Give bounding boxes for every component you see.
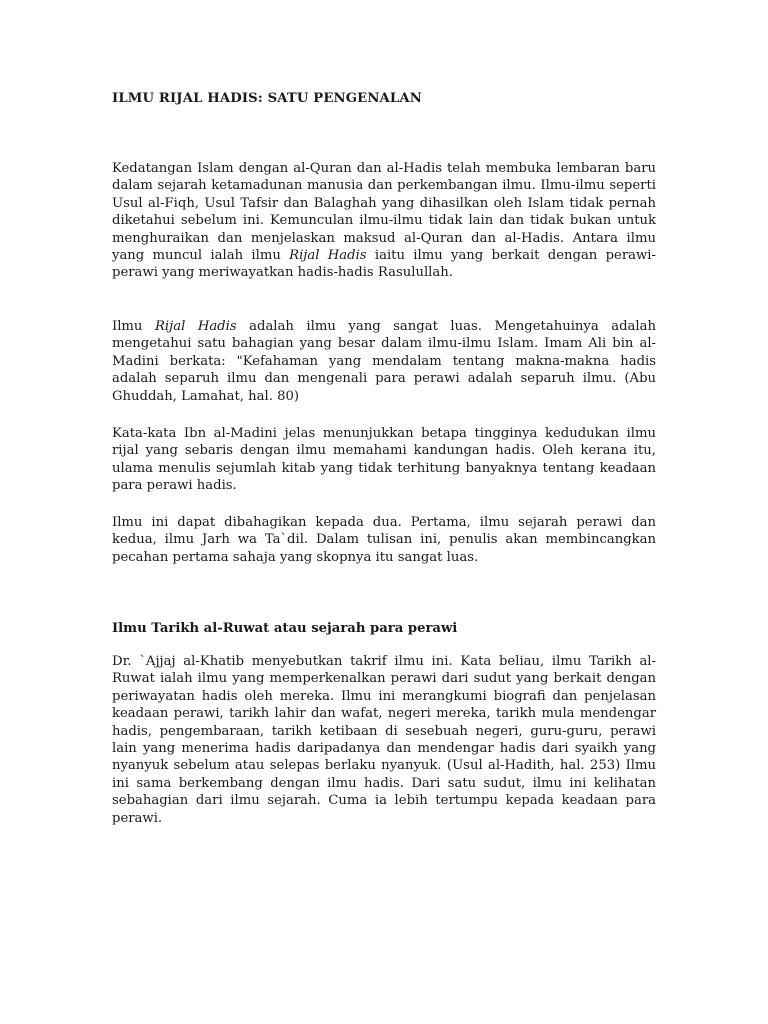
paragraph-introduction — [112, 160, 656, 282]
paragraph-rijal-hadis — [112, 318, 656, 405]
paragraph-ibn-al-madini: Kata-kata Ibn al-Madini jelas menunjukkan betapa tingginya kedudukan ilmu rijal yang sebaris dengan ilmu memahami kandungan hadis. Oleh kerana itu, ulama menulis sejumlah kitab yang tidak terhitung banyaknya tentang keadaan para perawi hadis. — [112, 426, 656, 494]
paragraph-text: Kedatangan Islam dengan al-Quran dan al-Hadis telah membuka lembaran baru dalam sejarah ketamadunan manusia dan perkembangan ilmu. Ilmu-ilmu seperti Usul al-Fiqh, Usul Tafsir dan Balaghah yang dihasilkan oleh Islam tidak pernah diketahui sebelum ini. Kemunculan ilmu-ilmu tidak lain dan tidak bukan untuk menghuraikan dan menjelaskan maksud al-Quran dan al-Hadis. Antara ilmu yang muncul ialah ilmu — [112, 161, 656, 264]
italic-term: Rijal Hadis — [289, 248, 367, 264]
section-heading: Ilmu Tarikh al-Ruwat atau sejarah para perawi — [112, 621, 458, 636]
document-title: ILMU RIJAL HADIS: SATU PENGENALAN — [112, 91, 422, 106]
italic-term: Rijal Hadis — [154, 319, 237, 334]
paragraph-tarikh-al-ruwat: Dr. `Ajjaj al-Khatib menyebutkan takrif ilmu ini. Kata beliau, ilmu Tarikh al-Ruwat ialah ilmu yang memperkenalkan perawi dari sudut yang berkait dengan periwayatan hadis oleh mereka. Ilmu ini merangkumi biografi dan penjelasan keadaan perawi, tarikh lahir dan wafat, negeri mereka, tarikh mula mendengar hadis, pengembaraan, tarikh ketibaan di sesebuah negeri, guru-guru, perawi lain yang menerima hadis daripadanya dan mendengar hadis dari syaikh yang nyanyuk sebelum atau selepas berlaku nyanyuk. (Usul al-Hadith, hal. 253) Ilmu ini sama berkembang dengan ilmu hadis. Dari satu sudut, ilmu ini kelihatan sebahagian dari ilmu sejarah. Cuma ia lebih tertumpu kepada keadaan para perawi. — [112, 654, 656, 826]
paragraph-text: Ilmu — [112, 319, 155, 334]
paragraph-division: Ilmu ini dapat dibahagikan kepada dua. Pertama, ilmu sejarah perawi dan kedua, ilmu Jarh wa Ta`dil. Dalam tulisan ini, penulis akan membincangkan pecahan pertama sahaja yang skopnya itu sangat luas. — [112, 515, 656, 565]
document-page — [112, 0, 656, 1024]
paragraph-text: iaitu ilmu yang berkait dengan perawi-perawi yang meriwayatkan hadis-hadis Rasulullah. — [112, 248, 656, 281]
paragraph-text: adalah ilmu yang sangat luas. Mengetahuinya adalah mengetahui satu bahagian yang besar dalam ilmu-ilmu Islam. Imam Ali bin al-Madini berkata: "Kefahaman yang mendalam tentang makna-makna hadis adalah separuh ilmu dan mengenali para perawi adalah separuh ilmu. (Abu Ghuddah, Lamahat, hal. 80) — [112, 319, 656, 404]
